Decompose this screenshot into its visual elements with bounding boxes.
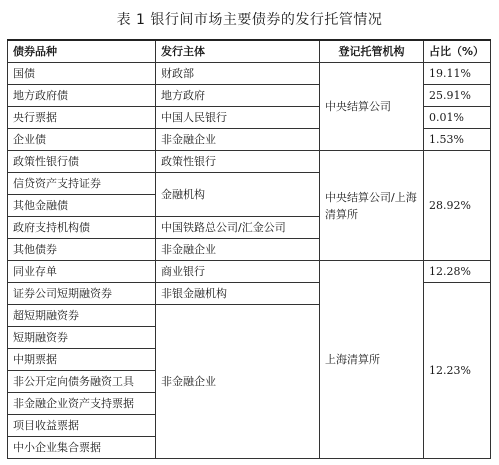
- bond-type-cell: 政策性银行债: [8, 151, 156, 173]
- bond-type-cell: 中小企业集合票据: [8, 437, 156, 459]
- custodian-cell: 上海清算所: [320, 261, 424, 459]
- bond-type-cell: 央行票据: [8, 107, 156, 129]
- table-caption: 表 1 银行间市场主要债券的发行托管情况: [116, 12, 383, 28]
- table-row: [8, 151, 491, 173]
- bond-type-cell: 地方政府债: [8, 85, 156, 107]
- share-cell: 19.11%: [424, 63, 491, 85]
- bond-type-cell: 其他金融债: [8, 195, 156, 217]
- header-row: [8, 40, 491, 63]
- issuer-cell: 商业银行: [156, 261, 320, 283]
- bond-type-cell: 非金融企业资产支持票据: [8, 393, 156, 415]
- table-row: [8, 63, 491, 85]
- bond-type-cell: 同业存单: [8, 261, 156, 283]
- bond-type-cell: 证券公司短期融资券: [8, 283, 156, 305]
- bond-type-cell: 短期融资券: [8, 327, 156, 349]
- issuer-cell: 非银金融机构: [156, 283, 320, 305]
- issuer-cell: 非金融企业: [156, 305, 320, 459]
- bond-type-cell: 项目收益票据: [8, 415, 156, 437]
- bond-type-cell: 企业债: [8, 129, 156, 151]
- issuer-cell: 中国人民银行: [156, 107, 320, 129]
- bond-type-cell: 其他债券: [8, 239, 156, 261]
- issuer-cell: 非金融企业: [156, 239, 320, 261]
- bond-table: [7, 39, 491, 459]
- bond-type-cell: 超短期融资券: [8, 305, 156, 327]
- share-cell: 12.23%: [424, 283, 491, 459]
- custodian-cell: 中央结算公司/上海清算所: [320, 151, 424, 261]
- issuer-cell: 中国铁路总公司/汇金公司: [156, 217, 320, 239]
- share-cell: 1.53%: [424, 129, 491, 151]
- table-row: [8, 261, 491, 283]
- custodian-cell: 中央结算公司: [320, 63, 424, 151]
- share-cell: 12.28%: [424, 261, 491, 283]
- issuer-cell: 非金融企业: [156, 129, 320, 151]
- share-cell: 25.91%: [424, 85, 491, 107]
- header-issuer: 发行主体: [156, 40, 320, 63]
- bond-type-cell: 政府支持机构债: [8, 217, 156, 239]
- issuer-cell: 政策性银行: [156, 151, 320, 173]
- share-cell: 28.92%: [424, 151, 491, 261]
- share-cell: 0.01%: [424, 107, 491, 129]
- header-custodian: 登记托管机构: [320, 40, 424, 63]
- issuer-cell: 财政部: [156, 63, 320, 85]
- header-share: 占比（%）: [424, 40, 491, 63]
- bond-type-cell: 国债: [8, 63, 156, 85]
- bond-type-cell: 中期票据: [8, 349, 156, 371]
- bond-type-cell: 非公开定向债务融资工具: [8, 371, 156, 393]
- header-bond-type: 债券品种: [8, 40, 156, 63]
- issuer-cell: 地方政府: [156, 85, 320, 107]
- bond-type-cell: 信贷资产支持证券: [8, 173, 156, 195]
- issuer-cell: 金融机构: [156, 173, 320, 217]
